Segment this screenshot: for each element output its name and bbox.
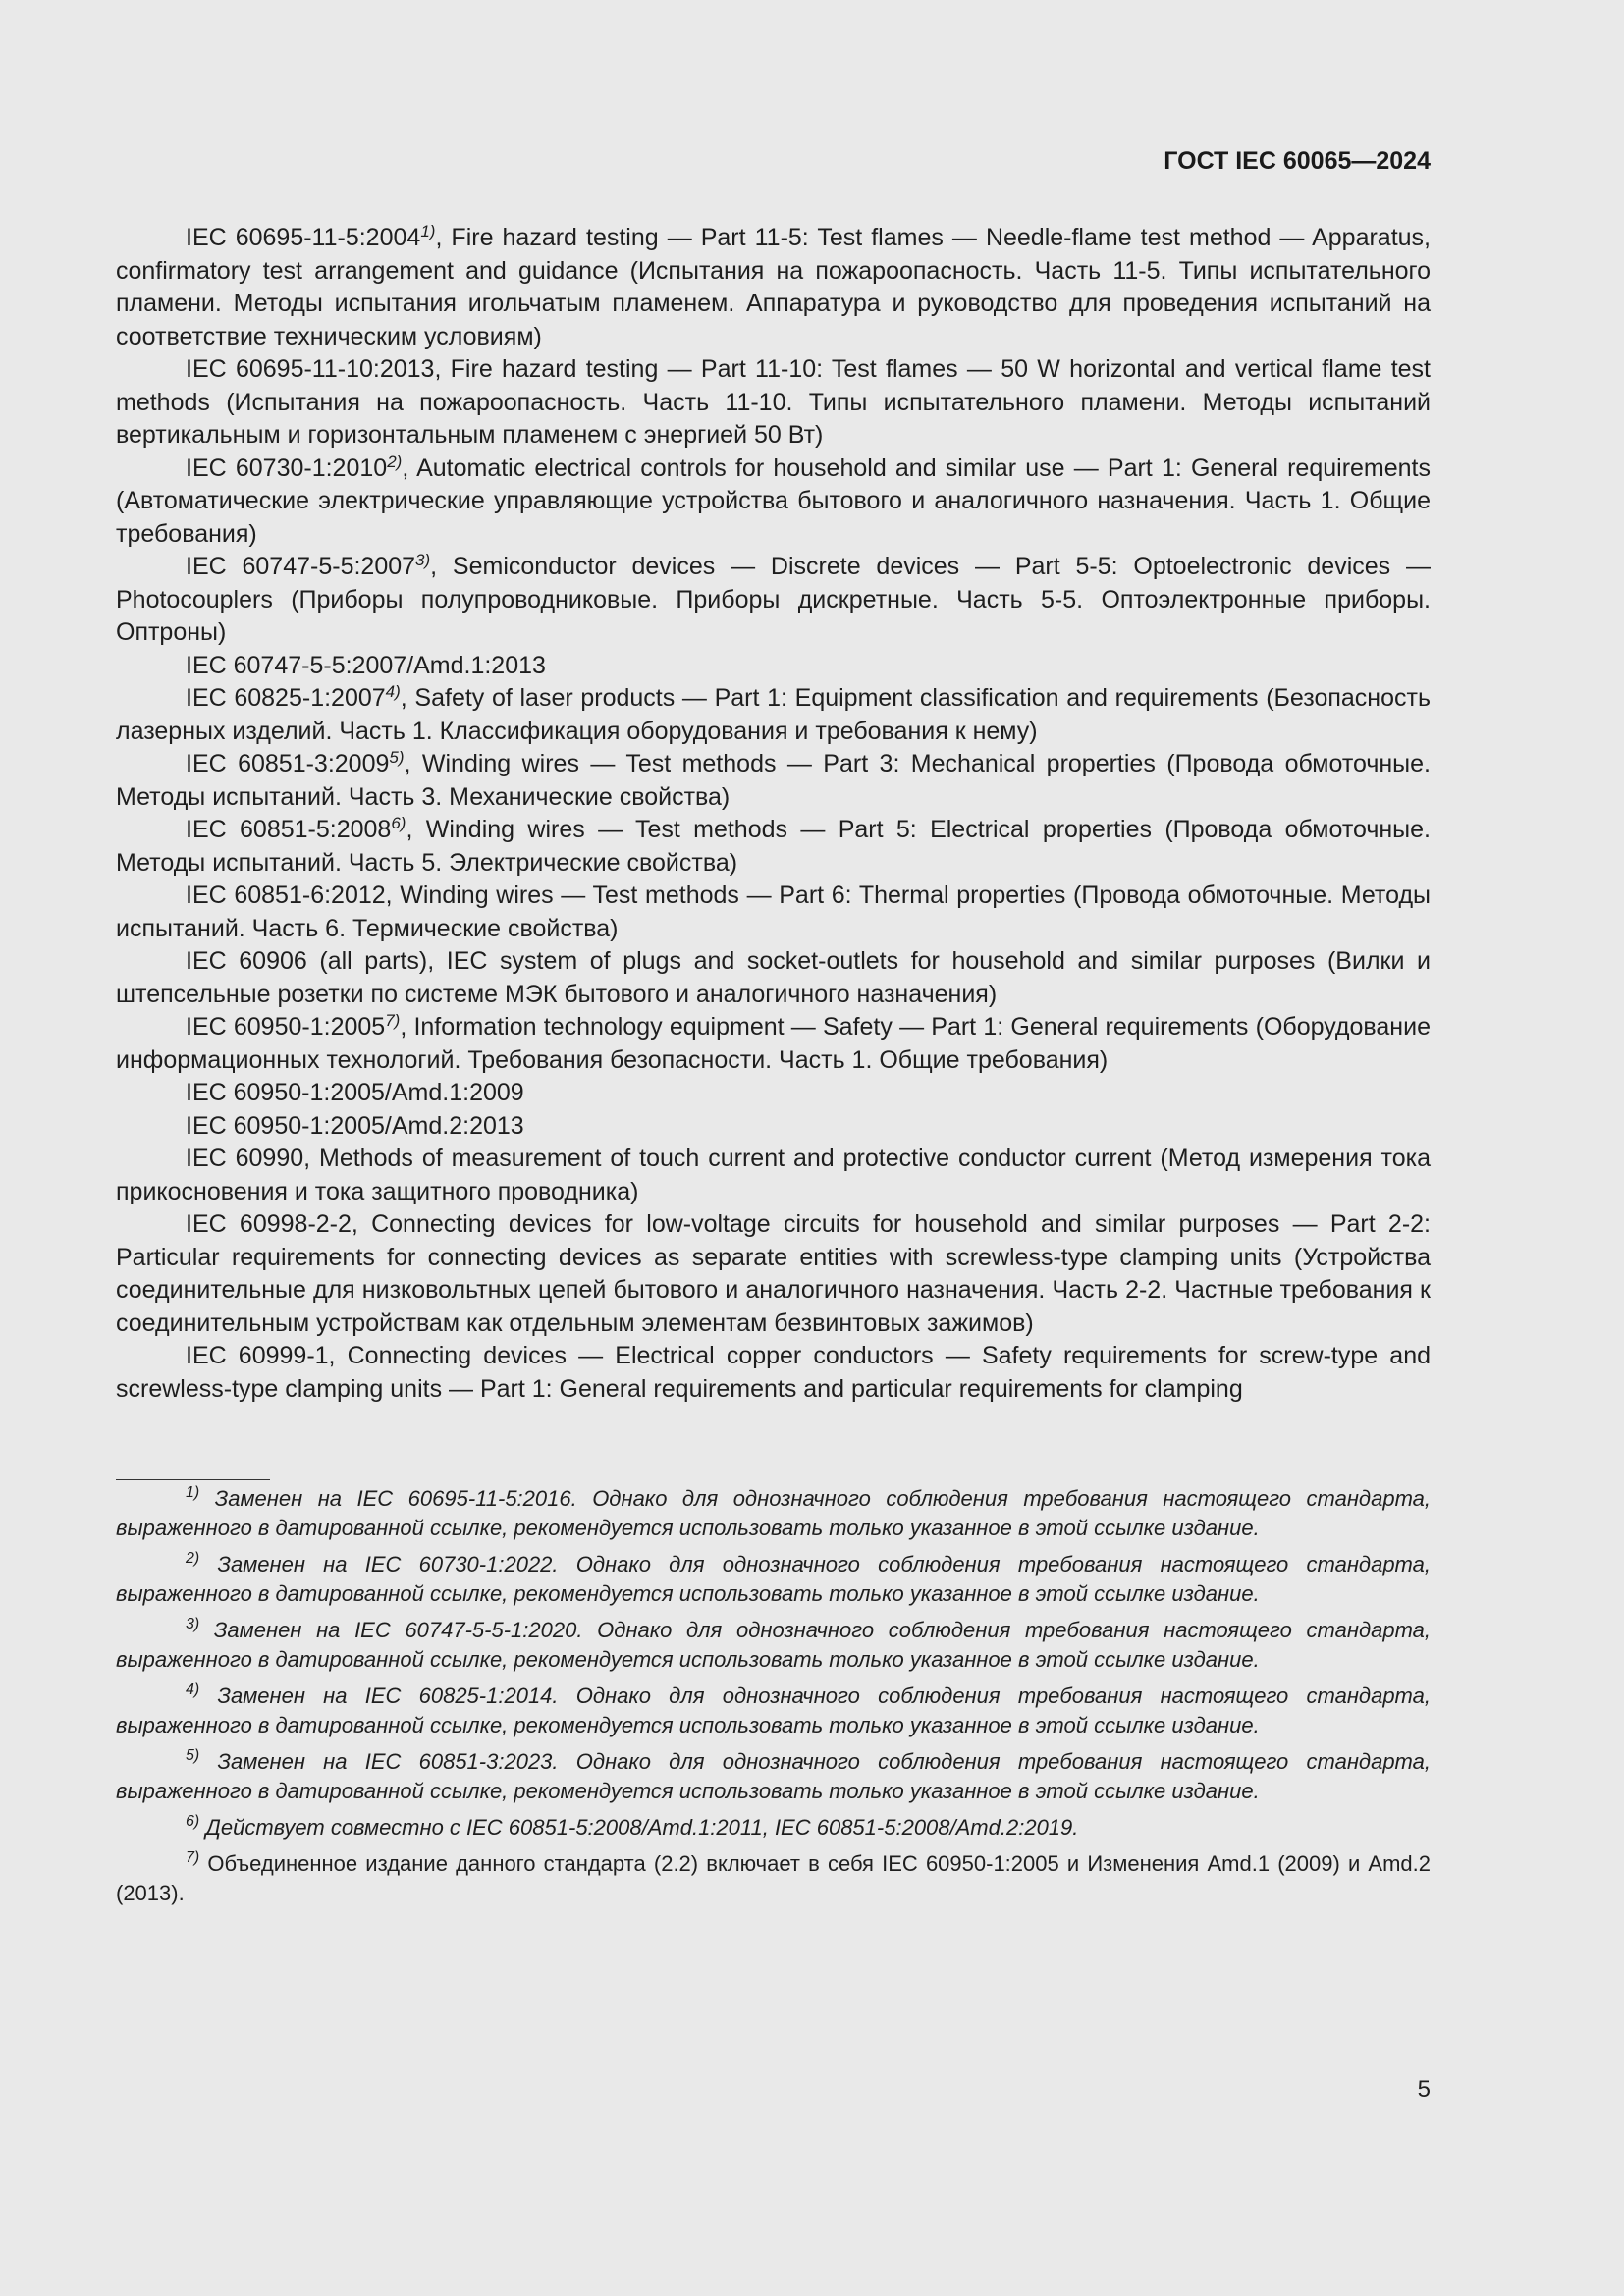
footnote-mark: 2) xyxy=(186,1550,200,1567)
reference-text: IEC 60851-5:2008 xyxy=(186,816,392,843)
reference-item xyxy=(116,1077,1431,1110)
reference-item xyxy=(116,748,1431,814)
page-number: 5 xyxy=(1417,2076,1431,2103)
reference-text: IEC 60851-3:2009 xyxy=(186,750,390,777)
reference-text: IEC 60825-1:2007 xyxy=(186,684,386,712)
reference-text: IEC 60695-11-5:2004 xyxy=(186,224,421,251)
reference-text-cont: , Winding wires — Test methods — Part 5: Electrical properties (Провода обмоточные. Методы испытаний. Часть 5. Электрические свойства) xyxy=(116,816,1431,877)
footnote-ref[interactable]: 6) xyxy=(391,814,406,832)
footnote-mark: 3) xyxy=(186,1616,200,1632)
reference-text: IEC 60999-1, Connecting devices — Electrical copper conductors — Safety requirements for screw-type and screwless-type clamping units — Part 1: General requirements and particular requirements for clamping xyxy=(116,1342,1431,1403)
reference-text: IEC 60747-5-5:2007 xyxy=(186,553,416,580)
footnote-ref[interactable]: 3) xyxy=(415,551,431,569)
reference-item xyxy=(116,1143,1431,1208)
footnote-item xyxy=(116,1682,1431,1740)
footnote-ref[interactable]: 1) xyxy=(420,222,436,240)
reference-text: IEC 60747-5-5:2007/Amd.1:2013 xyxy=(186,651,546,679)
reference-item xyxy=(116,353,1431,453)
reference-item xyxy=(116,945,1431,1011)
footnotes-list xyxy=(116,1484,1431,1915)
footnote-item xyxy=(116,1849,1431,1908)
document-code-header: ГОСТ IEC 60065—2024 xyxy=(1164,147,1431,175)
reference-text-cont: , Information technology equipment — Safety — Part 1: General requirements (Оборудование информационных технологий. Требования безопасности. Часть 1. Общие требования) xyxy=(116,1013,1431,1074)
reference-item xyxy=(116,650,1431,683)
footnote-mark: 1) xyxy=(186,1484,200,1501)
reference-item xyxy=(116,551,1431,650)
reference-item xyxy=(116,880,1431,945)
footnote-ref[interactable]: 5) xyxy=(389,748,405,767)
footnote-mark: 6) xyxy=(186,1813,200,1830)
footnote-ref[interactable]: 4) xyxy=(385,682,401,701)
reference-text: IEC 60950-1:2005/Amd.1:2009 xyxy=(186,1079,524,1106)
reference-item xyxy=(116,453,1431,552)
reference-item xyxy=(116,1208,1431,1340)
reference-text: IEC 60950-1:2005 xyxy=(186,1013,386,1041)
reference-text: IEC 60851-6:2012, Winding wires — Test methods — Part 6: Thermal properties (Провода обмоточные. Методы испытаний. Часть 6. Термические свойства) xyxy=(116,881,1431,942)
footnote-separator xyxy=(116,1479,270,1480)
footnote-text: Действует совместно с IEC 60851-5:2008/Amd.1:2011, IEC 60851-5:2008/Amd.2:2019. xyxy=(205,1815,1079,1840)
reference-item xyxy=(116,1110,1431,1144)
reference-text: IEC 60906 (all parts), IEC system of plugs and socket-outlets for household and similar purposes (Вилки и штепсельные розетки по системе МЭК бытового и аналогичного назначения) xyxy=(116,947,1431,1008)
footnote-ref[interactable]: 2) xyxy=(387,452,403,471)
reference-text-cont: , Winding wires — Test methods — Part 3: Mechanical properties (Провода обмоточные. Методы испытаний. Часть 3. Механические свойства) xyxy=(116,750,1431,811)
reference-item xyxy=(116,1340,1431,1406)
footnote-item xyxy=(116,1550,1431,1609)
footnote-text: Заменен на IEC 60747-5-5-1:2020. Однако для однозначного соблюдения требования настоящего стандарта, выраженного в датированной ссылке, рекомендуется использовать только указанное в этой ссылке издание. xyxy=(116,1618,1431,1672)
footnote-item xyxy=(116,1813,1431,1842)
reference-text-cont: , Automatic electrical controls for household and similar use — Part 1: General requirements (Автоматические электрические управляющие устройства бытового и аналогичного назначения. Часть 1. Общие требования) xyxy=(116,454,1432,548)
footnote-mark: 5) xyxy=(186,1747,200,1764)
references-list xyxy=(116,222,1431,1406)
reference-item xyxy=(116,814,1431,880)
footnote-text: Заменен на IEC 60730-1:2022. Однако для однозначного соблюдения требования настоящего стандарта, выраженного в датированной ссылке, рекомендуется использовать только указанное в этой ссылке издание. xyxy=(116,1552,1431,1606)
footnote-text: Заменен на IEC 60825-1:2014. Однако для однозначного соблюдения требования настоящего стандарта, выраженного в датированной ссылке, рекомендуется использовать только указанное в этой ссылке издание. xyxy=(116,1683,1431,1737)
reference-item xyxy=(116,1011,1431,1077)
footnote-item xyxy=(116,1747,1431,1806)
footnote-text: Заменен на IEC 60851-3:2023. Однако для однозначного соблюдения требования настоящего стандарта, выраженного в датированной ссылке, рекомендуется использовать только указанное в этой ссылке издание. xyxy=(116,1749,1431,1803)
footnote-mark: 4) xyxy=(186,1682,200,1698)
footnote-text: Объединенное издание данного стандарта (2.2) включает в себя IEC 60950-1:2005 и Изменения Amd.1 (2009) и Amd.2 (2013). xyxy=(116,1851,1431,1905)
footnote-item xyxy=(116,1616,1431,1675)
reference-text: IEC 60990, Methods of measurement of touch current and protective conductor current (Метод измерения тока прикосновения и тока защитного проводника) xyxy=(116,1145,1431,1205)
reference-text-cont: , Semiconductor devices — Discrete devices — Part 5-5: Optoelectronic devices — Photocouplers (Приборы полупроводниковые. Приборы дискретные. Часть 5-5. Оптоэлектронные приборы. Оптроны) xyxy=(116,553,1431,646)
footnote-text: Заменен на IEC 60695-11-5:2016. Однако для однозначного соблюдения требования настоящего стандарта, выраженного в датированной ссылке, рекомендуется использовать только указанное в этой ссылке издание. xyxy=(116,1486,1431,1540)
reference-text: IEC 60730-1:2010 xyxy=(186,454,388,482)
reference-item xyxy=(116,682,1431,748)
reference-text: IEC 60998-2-2, Connecting devices for low-voltage circuits for household and similar purposes — Part 2-2: Particular requirements for connecting devices as separate entities with screwless-type clamping units (Устройства соединительные для низковольтных цепей бытового и аналогичного назначения. Часть 2-2. Частные требования к соединительным устройствам как отдельным элементам безвинтовых зажимов) xyxy=(116,1210,1431,1337)
reference-text-cont: , Fire hazard testing — Part 11-5: Test flames — Needle-flame test method — Apparatus, confirmatory test arrangement and guidance (Испытания на пожароопасность. Часть 11-5. Типы испытательного пламени. Методы испытания игольчатым пламенем. Аппаратура и руководство для проведения испытаний на соответствие техническим условиям) xyxy=(116,224,1431,350)
footnote-ref[interactable]: 7) xyxy=(385,1011,401,1030)
footnote-item xyxy=(116,1484,1431,1543)
reference-text: IEC 60695-11-10:2013, Fire hazard testing — Part 11-10: Test flames — 50 W horizontal and vertical flame test methods (Испытания на пожароопасность. Часть 11-10. Типы испытательного пламени. Методы испытаний вертикальным и горизонтальным пламенем с энергией 50 Вт) xyxy=(116,355,1431,449)
reference-item xyxy=(116,222,1431,353)
footnote-mark: 7) xyxy=(186,1849,200,1866)
reference-text: IEC 60950-1:2005/Amd.2:2013 xyxy=(186,1111,524,1140)
reference-text-cont: , Safety of laser products — Part 1: Equipment classification and requirements (Безопасность лазерных изделий. Часть 1. Классификация оборудования и требования к нему) xyxy=(116,684,1431,745)
